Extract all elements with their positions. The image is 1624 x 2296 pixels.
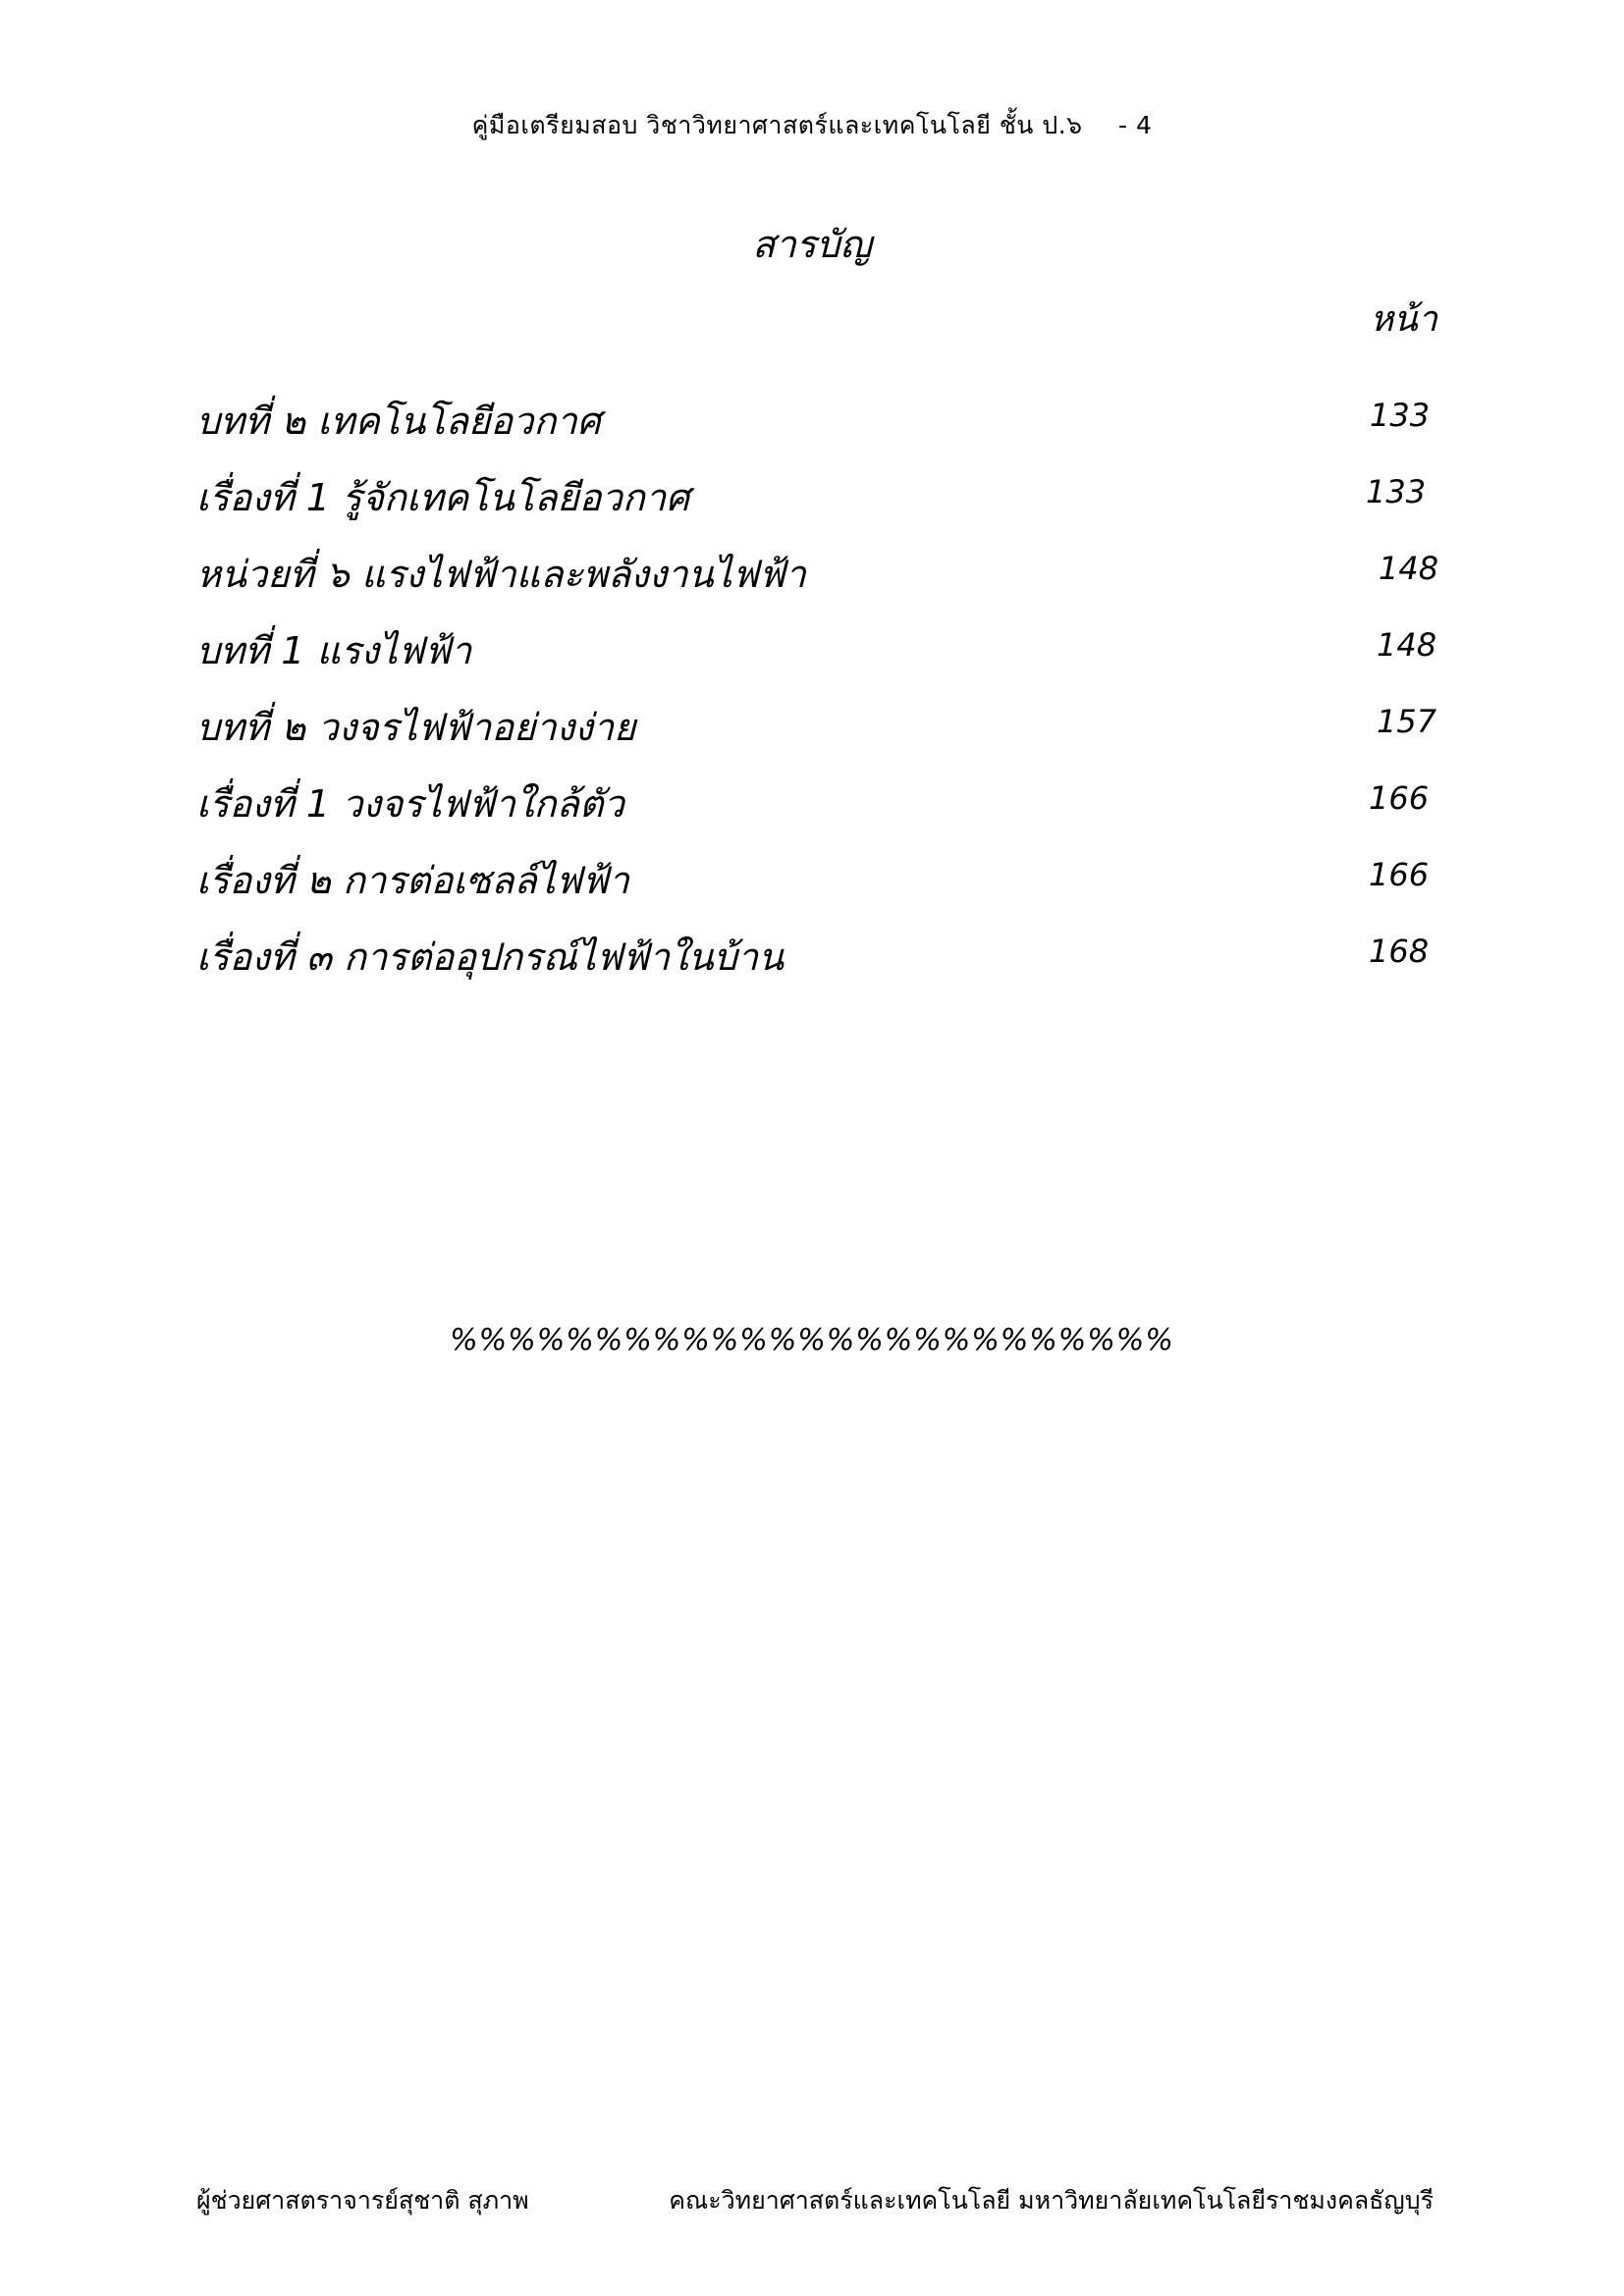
toc-entry-page: 166 [1369,856,1430,893]
section-divider: %%%%%%%%%%%%%%%%%%%%%%%%% [450,1323,1174,1358]
toc-entry [196,467,1443,544]
toc-entry-page: 133 [1370,397,1431,434]
toc-entry-page: 133 [1366,473,1427,510]
toc-entry-label: บทที่ ๒ เทคโนโลยีอวกาศ [196,400,601,443]
page-header [0,106,1624,145]
toc-entry-label: เรื่องที่ 1 วงจรไฟฟ้าใกล้ตัว [196,782,624,826]
footer-institution: คณะวิทยาศาสตร์และเทคโนโลยี มหาวิทยาลัยเทคโนโลยีราชมงคลธัญบุรี [669,2186,1434,2215]
toc-entry [196,620,1443,697]
toc-entry-page: 157 [1377,703,1437,740]
toc-entry-label: บทที่ ๒ วงจรไฟฟ้าอย่างง่าย [196,706,636,749]
toc-entry-page: 148 [1379,550,1439,587]
header-title: คู่มือเตรียมสอบ วิชาวิทยาศาสตร์และเทคโนโลยี ชั้น ป.๖ [471,111,1083,139]
toc-entry-label: เรื่องที่ ๒ การต่อเซลล์ไฟฟ้า [196,859,629,902]
toc-title: สารบัญ [752,223,872,266]
toc-entry [196,697,1443,774]
toc-entry-page: 168 [1369,933,1430,970]
toc-entry-label: เรื่องที่ ๓ การต่ออุปกรณ์ไฟฟ้าในบ้าน [196,935,785,979]
footer-author: ผู้ช่วยศาสตราจารย์สุชาติ สุภาพ [196,2186,529,2215]
toc-list [196,391,1443,1003]
toc-entry-label: บทที่ 1 แรงไฟฟ้า [196,629,472,672]
toc-entry-page: 166 [1369,779,1430,817]
toc-entry-label: เรื่องที่ 1 รู้จักเทคโนโลยีอวกาศ [196,476,690,519]
toc-entry [196,544,1443,620]
toc-entry-label: หน่วยที่ ๖ แรงไฟฟ้าและพลังงานไฟฟ้า [196,553,806,596]
page-column-label: หน้า [1370,299,1437,340]
toc-entry-page: 148 [1377,626,1437,664]
toc-entry [196,774,1443,850]
header-page-number: - 4 [1117,111,1153,139]
toc-entry [196,927,1443,1003]
toc-entry [196,391,1443,467]
toc-entry [196,850,1443,927]
